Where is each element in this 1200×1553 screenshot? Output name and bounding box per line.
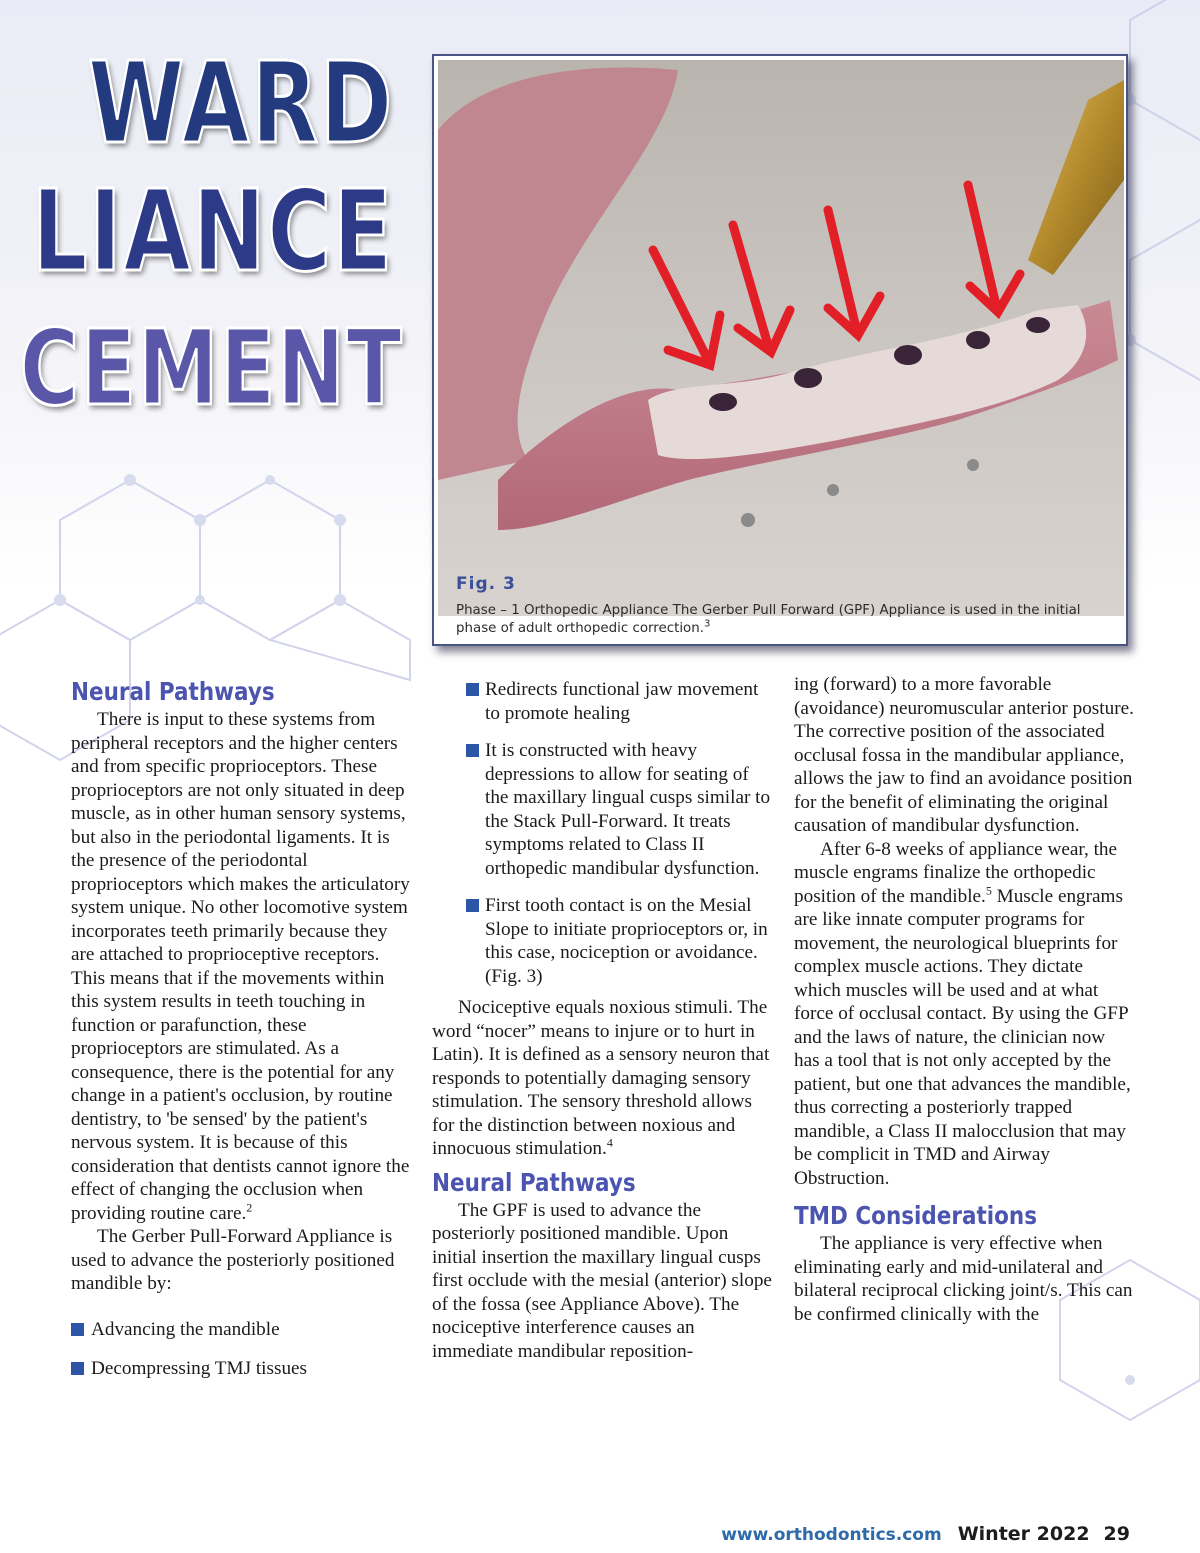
col3-paragraph-3: The appliance is very effective when eliminating early and mid-unilateral and bilateral reciprocal clicking joint/s. This can be confirmed clinically with the xyxy=(794,1233,1133,1325)
figure-caption xyxy=(456,602,1116,638)
bullet-square-icon xyxy=(466,899,479,912)
article-title xyxy=(0,39,404,432)
col1-paragraph-2: The Gerber Pull-Forward Appliance is used to advance the posteriorly positioned mandible by: xyxy=(71,1226,395,1294)
bullet-text: Redirects functional jaw movement to promote healing xyxy=(485,679,759,724)
footnote-ref-4: 4 xyxy=(606,1135,613,1150)
list-item xyxy=(432,894,774,988)
bullet-square-icon xyxy=(466,683,479,696)
column-3 xyxy=(794,673,1134,1326)
col3-paragraph-2 xyxy=(794,838,1134,1191)
bullet-text: Advancing the mandible xyxy=(91,1318,280,1340)
page-number: 29 xyxy=(1103,1523,1130,1545)
column-1 xyxy=(71,676,411,1381)
website-link[interactable]: www.orthodontics.com xyxy=(721,1525,942,1545)
title-line-3: CEMENT xyxy=(19,307,404,429)
col3-paragraph-2b-text: Muscle engrams are like innate computer programs for movement, the neurological blueprints for complex muscle actions. They dictate which muscles will be used and at what force of occlusal contact. By using the GFP and the laws of nature, the clinician now has a tool that is not only accepted by the patient, but one that advances the mandible, thus correcting a posteriorly trapped mandible, a Class II malocclusion that may be complicit in TMD and Airway Obstruction. xyxy=(794,885,1131,1189)
col1-bullet-list xyxy=(71,1318,411,1381)
gerber-appliance-illustration xyxy=(438,60,1124,560)
col1-paragraph-1-text: There is input to these systems from peripheral receptors and the higher centers and from specific proprioceptors. These proprioceptors are not only situated in deep muscle, as in other human sensory systems, but also in the periodontal ligaments. It is the presence of the periodontal proprioceptors which makes the articulatory system unique. No other locomotive system incorporates teeth primarily because they are attached to proprioceptive receptors. This means that if the movements within this system results in teeth touching in function or parafunction, these proprioceptors are stimulated. As a consequence, there is the potential for any change in a patient's occlusion, by routine dentistry, to 'be sensed' by the patient's nervous system. It is because of this consideration that dentists cannot ignore the effect of changing the occlusion when providing routine care. xyxy=(71,709,410,1224)
footnote-ref-2: 2 xyxy=(246,1200,253,1215)
figure-caption-ref: 3 xyxy=(704,618,711,630)
title-line-2: LIANCE xyxy=(31,167,394,297)
title-line-1: WARD xyxy=(87,39,394,169)
heading-neural-pathways: Neural Pathways xyxy=(71,677,275,706)
bullet-text: It is constructed with heavy depressions to allow for seating of the maxillary lingual cusps similar to the Stack Pull-Forward. It treats symptoms related to Class II orthopedic mandibular dysfunction. xyxy=(485,740,771,879)
bullet-text: Decompressing TMJ tissues xyxy=(91,1358,308,1379)
appliance-photo xyxy=(438,60,1124,636)
bullet-square-icon xyxy=(71,1362,84,1375)
figure-label: Fig. 3 xyxy=(456,574,516,594)
issue-season: Winter 2022 xyxy=(957,1523,1090,1545)
page-footer xyxy=(0,1523,1130,1545)
bullet-square-icon xyxy=(466,744,479,757)
list-item xyxy=(432,739,774,880)
heading-neural-pathways-2: Neural Pathways xyxy=(432,1167,636,1197)
col3-paragraph-2a-text: After 6-8 weeks of appliance wear, the muscle engrams finalize the orthopedic position of the mandible. xyxy=(794,838,1118,907)
col3-paragraph-1: ing (forward) to a more favorable (avoidance) neuromuscular anterior posture. The corrective position of the associated occlusal fossa in the mandibular appliance, allows the jaw to find an avoidance position for the benefit of eliminating the original causation of mandibular dysfunction. xyxy=(794,674,1134,836)
heading-tmd-considerations: TMD Considerations xyxy=(794,1201,1038,1230)
figure-caption-text: Phase – 1 Orthopedic Appliance The Gerber Pull Forward (GPF) Appliance is used in the initial phase of adult orthopedic correction. xyxy=(456,603,1081,636)
bullet-text: First tooth contact is on the Mesial Slope to initiate proprioceptors or, in this case, nociception or avoidance.(Fig. 3) xyxy=(485,895,768,987)
list-item xyxy=(71,1318,411,1342)
col1-paragraph-1 xyxy=(71,708,411,1225)
figure-3 xyxy=(432,54,1128,646)
column-2 xyxy=(432,678,774,1363)
col2-paragraph-2: The GPF is used to advance the posteriorly positioned mandible. Upon initial insertion the maxillary lingual cusps first occlude with the mesial (anterior) slope of the fossa (see Appliance Above). The nociceptive interference causes an immediate mandibular reposition- xyxy=(432,1199,772,1362)
col2-paragraph-1 xyxy=(432,996,774,1161)
footnote-ref-5: 5 xyxy=(985,883,992,898)
bullet-square-icon xyxy=(71,1323,84,1336)
list-item xyxy=(71,1357,411,1381)
col2-bullet-list xyxy=(432,678,774,988)
col2-paragraph-1-text: Nociceptive equals noxious stimuli. The word “nocer” means to injure or to hurt in Latin). It is defined as a sensory neuron that responds to potentially damaging sensory stimulation. The sensory threshold allows for the distinction between noxious and innocuous stimulation. xyxy=(432,997,770,1159)
list-item xyxy=(432,678,774,725)
